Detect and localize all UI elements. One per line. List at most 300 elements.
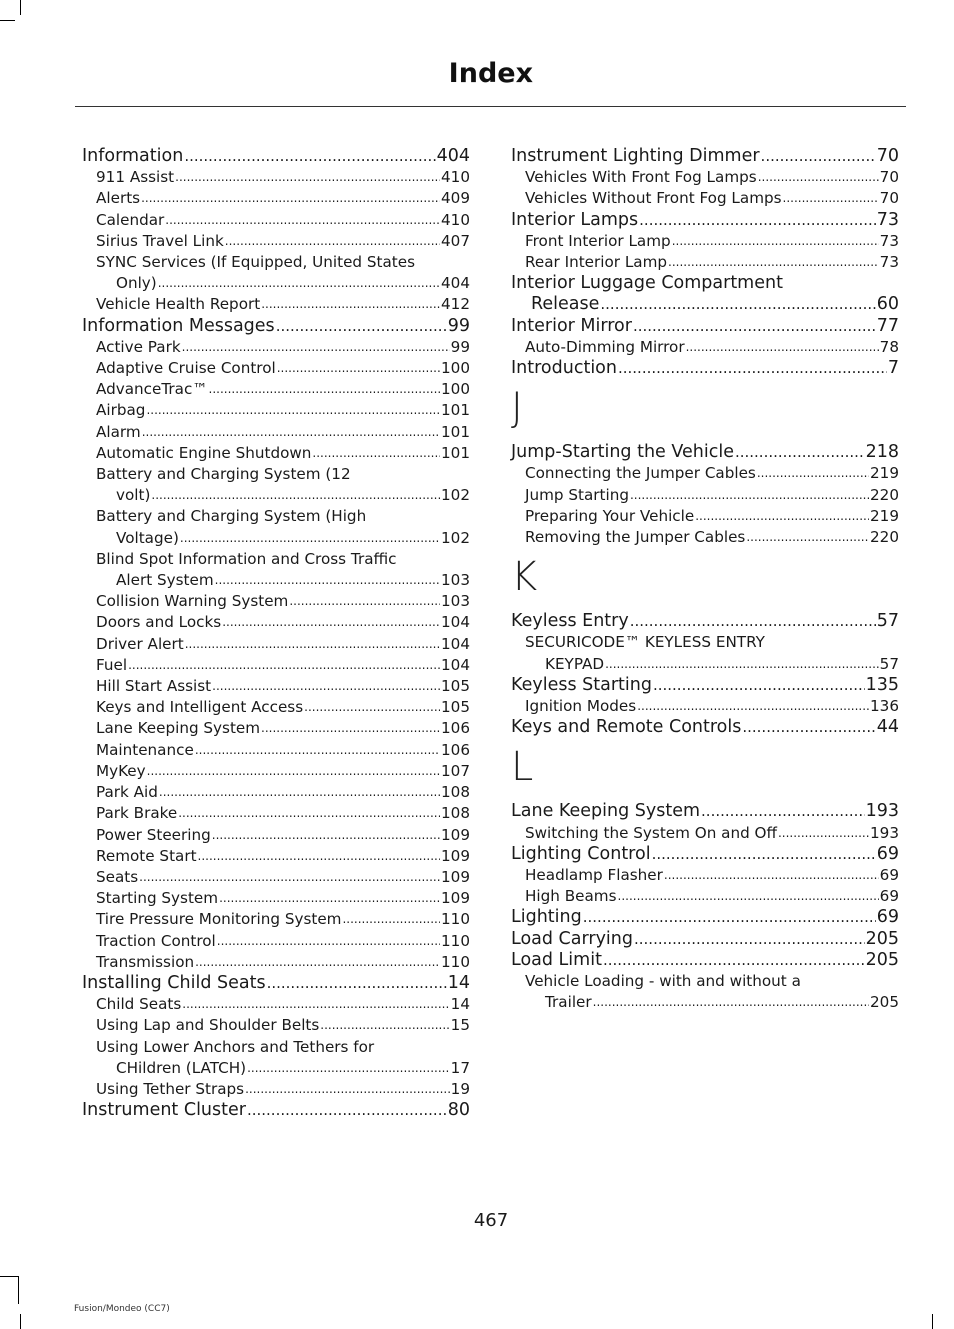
- entry-label: Calendar: [96, 210, 165, 229]
- entry-label: Driver Alert: [96, 634, 184, 653]
- index-entry[interactable]: [82, 1100, 470, 1121]
- entry-page-number: 14: [450, 995, 470, 1014]
- entry-label: Tire Pressure Monitoring System: [96, 910, 342, 929]
- entry-label: Child Seats: [96, 995, 182, 1014]
- dot-leader: [247, 1058, 450, 1079]
- dot-leader: [212, 825, 440, 846]
- dot-leader: [633, 316, 876, 337]
- entry-label: Airbag: [96, 401, 146, 420]
- entry-page-number: 106: [441, 719, 470, 738]
- dot-leader: [195, 952, 440, 973]
- entry-label: Voltage): [116, 528, 179, 547]
- entry-label: Hill Start Assist: [96, 677, 212, 696]
- entry-page-number: 101: [441, 443, 470, 462]
- entry-label-first-line: Interior Luggage Compartment: [511, 273, 783, 294]
- dot-leader: [593, 992, 869, 1013]
- entry-label: High Beams: [525, 887, 617, 906]
- entry-label: Lane Keeping System: [96, 719, 261, 738]
- entry-label: Information Messages: [82, 315, 275, 336]
- entry-page-number: 108: [441, 783, 470, 802]
- index-subentry[interactable]: [82, 612, 470, 633]
- entry-page-number: 407: [441, 231, 470, 250]
- entry-label: Seats: [96, 867, 139, 886]
- index-subentry[interactable]: [82, 379, 470, 400]
- entry-page-number: 107: [441, 761, 470, 780]
- index-subentry[interactable]: [82, 294, 470, 315]
- entry-page-number: 220: [870, 528, 899, 547]
- index-subentry[interactable]: [511, 485, 899, 506]
- dot-leader: [215, 570, 440, 591]
- dot-leader: [761, 146, 876, 167]
- entry-label: KEYPAD: [545, 654, 605, 673]
- entry-label: Maintenance: [96, 740, 194, 759]
- entry-page-number: 109: [441, 867, 470, 886]
- index-entry[interactable]: [82, 973, 470, 994]
- dot-leader: [146, 400, 440, 421]
- entry-page-number: 110: [441, 910, 470, 929]
- entry-page-number: 100: [441, 380, 470, 399]
- index-entry[interactable]: [511, 273, 899, 315]
- index-subentry[interactable]: [82, 782, 470, 803]
- index-subentry[interactable]: [82, 676, 470, 697]
- dot-leader: [159, 782, 440, 803]
- dot-leader: [600, 294, 875, 315]
- index-subentry[interactable]: [82, 167, 470, 188]
- dot-leader: [182, 337, 450, 358]
- index-entry[interactable]: [511, 442, 899, 463]
- dot-leader: [247, 1100, 447, 1121]
- dot-leader: [222, 612, 440, 633]
- entry-page-number: 103: [441, 592, 470, 611]
- dot-leader: [276, 316, 447, 337]
- dot-leader: [245, 1079, 450, 1100]
- entry-label: MyKey: [96, 761, 146, 780]
- dot-leader: [778, 823, 869, 844]
- entry-label: CHildren (LATCH): [116, 1058, 247, 1077]
- entry-label: Trailer: [545, 993, 592, 1012]
- entry-page-number: 69: [879, 866, 899, 885]
- entry-label: Park Aid: [96, 783, 158, 802]
- index-subentry[interactable]: [511, 463, 899, 484]
- index-subentry[interactable]: [82, 888, 470, 909]
- entry-label: Using Tether Straps: [96, 1079, 245, 1098]
- index-subentry[interactable]: [511, 527, 899, 548]
- crop-mark: [18, 1276, 19, 1304]
- entry-page-number: 15: [450, 1016, 470, 1035]
- dot-leader: [630, 485, 869, 506]
- dot-leader: [225, 231, 440, 252]
- entry-label: Vehicles Without Front Fog Lamps: [525, 189, 782, 208]
- index-entry[interactable]: [511, 611, 899, 632]
- index-subentry[interactable]: [511, 632, 899, 674]
- entry-label: Instrument Lighting Dimmer: [511, 146, 760, 166]
- index-subentry[interactable]: [511, 865, 899, 886]
- index-subentry[interactable]: [82, 634, 470, 655]
- entry-label: Keys and Remote Controls: [511, 717, 742, 738]
- index-subentry[interactable]: [82, 231, 470, 252]
- entry-label-first-line: SECURICODE™ KEYLESS ENTRY: [525, 633, 765, 652]
- index-subentry[interactable]: [82, 655, 470, 676]
- index-subentry[interactable]: [82, 188, 470, 209]
- dot-leader: [261, 718, 440, 739]
- entry-page-number: 135: [865, 674, 899, 695]
- dot-leader: [185, 634, 440, 655]
- entry-page-number: 104: [441, 655, 470, 674]
- dot-leader: [652, 844, 876, 865]
- footer-model: Fusion/Mondeo (CC7): [74, 1304, 170, 1314]
- index-subentry[interactable]: [511, 188, 899, 209]
- entry-page-number: 44: [876, 717, 899, 738]
- dot-leader: [158, 273, 440, 294]
- entry-label: Remote Start: [96, 846, 197, 865]
- index-subentry[interactable]: [82, 337, 470, 358]
- entry-page-number: 218: [865, 442, 899, 463]
- entry-label: Removing the Jumper Cables: [525, 528, 746, 547]
- entry-label: Adaptive Cruise Control: [96, 359, 276, 378]
- entry-label-first-line: SYNC Services (If Equipped, United States: [96, 253, 416, 272]
- entry-page-number: 70: [876, 146, 899, 166]
- entry-label: Interior Mirror: [511, 315, 632, 336]
- index-subentry[interactable]: [82, 909, 470, 930]
- index-entry[interactable]: [511, 907, 899, 928]
- entry-page-number: 60: [876, 294, 899, 315]
- entry-label: Active Park: [96, 337, 181, 356]
- entry-label: Traction Control: [96, 931, 216, 950]
- index-entry[interactable]: [511, 801, 899, 822]
- entry-page-number: 14: [447, 972, 470, 993]
- dot-leader: [219, 888, 440, 909]
- index-entry[interactable]: [82, 316, 470, 337]
- entry-page-number: 109: [441, 825, 470, 844]
- entry-page-number: 101: [441, 422, 470, 441]
- entry-label-first-line: Using Lower Anchors and Tethers for: [96, 1037, 375, 1056]
- dot-leader: [304, 697, 440, 718]
- index-subentry[interactable]: [511, 167, 899, 188]
- entry-label: Information: [82, 146, 184, 166]
- entry-page-number: 19: [450, 1079, 470, 1098]
- entry-page-number: 410: [441, 168, 470, 187]
- dot-leader: [184, 146, 435, 167]
- dot-leader: [178, 803, 440, 824]
- entry-label-first-line: Battery and Charging System (12: [96, 465, 351, 484]
- entry-page-number: 100: [441, 359, 470, 378]
- entry-page-number: 193: [865, 801, 899, 822]
- index-entry[interactable]: [511, 675, 899, 696]
- entry-label: Jump Starting: [525, 485, 629, 504]
- index-subentry[interactable]: [82, 931, 470, 952]
- entry-page-number: 77: [876, 315, 899, 336]
- entry-page-number: 220: [870, 485, 899, 504]
- entry-label: Lighting Control: [511, 843, 651, 864]
- entry-label: Starting System: [96, 889, 219, 908]
- entry-label: Installing Child Seats: [82, 972, 266, 993]
- dot-leader: [209, 379, 440, 400]
- index-entry[interactable]: [511, 146, 899, 167]
- index-subentry[interactable]: [82, 422, 470, 443]
- index-entry[interactable]: [511, 950, 899, 971]
- dot-leader: [618, 886, 879, 907]
- entry-page-number: 404: [441, 274, 470, 293]
- dot-leader: [664, 865, 879, 886]
- entry-page-number: 219: [870, 506, 899, 525]
- crop-mark: [20, 0, 21, 15]
- dot-leader: [165, 210, 440, 231]
- index-subentry[interactable]: [82, 994, 470, 1015]
- entry-label: Doors and Locks: [96, 613, 222, 632]
- entry-page-number: 78: [879, 337, 899, 356]
- index-subentry[interactable]: [511, 696, 899, 717]
- index-section-letter: L: [511, 744, 534, 791]
- index-subentry[interactable]: [82, 549, 470, 591]
- index-subentry[interactable]: [82, 697, 470, 718]
- entry-label: Load Limit: [511, 949, 602, 970]
- dot-leader: [182, 994, 449, 1015]
- dot-leader: [634, 929, 865, 950]
- entry-page-number: 409: [441, 189, 470, 208]
- title-rule: [75, 106, 906, 107]
- entry-page-number: 205: [865, 949, 899, 970]
- index-subentry[interactable]: [511, 506, 899, 527]
- dot-leader: [583, 907, 876, 928]
- entry-page-number: 105: [441, 677, 470, 696]
- entry-page-number: 73: [879, 253, 899, 272]
- dot-leader: [639, 210, 876, 231]
- index-subentry[interactable]: [82, 1037, 470, 1079]
- entry-page-number: 136: [870, 697, 899, 716]
- entry-page-number: 108: [441, 804, 470, 823]
- entry-label: Alerts: [96, 189, 141, 208]
- dot-leader: [653, 675, 865, 696]
- entry-label: Park Brake: [96, 804, 178, 823]
- dot-leader: [217, 931, 440, 952]
- entry-label: Alarm: [96, 422, 141, 441]
- entry-label: Lane Keeping System: [511, 801, 701, 822]
- index-subentry[interactable]: [82, 252, 470, 294]
- entry-label: Alert System: [116, 571, 214, 590]
- entry-page-number: 104: [441, 613, 470, 632]
- dot-leader: [605, 654, 879, 675]
- entry-label: Automatic Engine Shutdown: [96, 443, 312, 462]
- entry-page-number: 109: [441, 846, 470, 865]
- dot-leader: [758, 167, 879, 188]
- index-subentry[interactable]: [82, 718, 470, 739]
- index-subentry[interactable]: [511, 337, 899, 358]
- index-subentry[interactable]: [82, 358, 470, 379]
- entry-page-number: 102: [441, 528, 470, 547]
- entry-page-number: 193: [870, 823, 899, 842]
- index-entry[interactable]: [511, 929, 899, 950]
- dot-leader: [695, 506, 869, 527]
- dot-leader: [735, 442, 865, 463]
- entry-page-number: 69: [876, 907, 899, 928]
- entry-label: Only): [116, 274, 157, 293]
- entry-page-number: 57: [879, 654, 899, 673]
- entry-label-first-line: Vehicle Loading - with and without a: [525, 972, 801, 991]
- entry-label-first-line: Battery and Charging System (High: [96, 507, 367, 526]
- dot-leader: [289, 591, 440, 612]
- dot-leader: [342, 909, 440, 930]
- entry-label: Ignition Modes: [525, 697, 637, 716]
- entry-label: Keys and Intelligent Access: [96, 698, 304, 717]
- index-subentry[interactable]: [82, 740, 470, 761]
- entry-label: Power Steering: [96, 825, 211, 844]
- index-column-left: [82, 146, 470, 1121]
- crop-mark: [932, 1314, 933, 1329]
- index-entry[interactable]: [511, 717, 899, 738]
- entry-page-number: 102: [441, 486, 470, 505]
- dot-leader: [212, 676, 440, 697]
- dot-leader: [618, 358, 887, 379]
- entry-page-number: 80: [447, 1100, 470, 1121]
- index-subentry[interactable]: [82, 952, 470, 973]
- index-subentry[interactable]: [82, 846, 470, 867]
- index-section-letter: K: [511, 554, 538, 601]
- index-subentry[interactable]: [82, 210, 470, 231]
- entry-page-number: 412: [441, 295, 470, 314]
- dot-leader: [668, 252, 879, 273]
- entry-label: Keyless Entry: [511, 611, 629, 632]
- entry-page-number: 99: [450, 337, 470, 356]
- entry-page-number: 219: [870, 464, 899, 483]
- index-subentry[interactable]: [82, 1015, 470, 1036]
- dot-leader: [701, 801, 865, 822]
- entry-page-number: 101: [441, 401, 470, 420]
- entry-page-number: 205: [870, 993, 899, 1012]
- entry-label: Collision Warning System: [96, 592, 289, 611]
- index-entry[interactable]: [511, 844, 899, 865]
- dot-leader: [742, 717, 875, 738]
- dot-leader: [261, 294, 440, 315]
- entry-label: Lighting: [511, 907, 582, 928]
- entry-page-number: 404: [436, 146, 470, 166]
- entry-page-number: 70: [879, 189, 899, 208]
- crop-mark: [0, 1276, 18, 1277]
- dot-leader: [180, 528, 440, 549]
- index-subentry[interactable]: [511, 971, 899, 1013]
- entry-page-number: 103: [441, 571, 470, 590]
- entry-page-number: 110: [441, 952, 470, 971]
- entry-page-number: 69: [876, 843, 899, 864]
- entry-page-number: 73: [876, 209, 899, 230]
- index-subentry[interactable]: [82, 867, 470, 888]
- index-subentry[interactable]: [82, 803, 470, 824]
- dot-leader: [757, 463, 869, 484]
- dot-leader: [320, 1015, 449, 1036]
- index-subentry[interactable]: [511, 823, 899, 844]
- entry-label: Fuel: [96, 655, 128, 674]
- page-number: 467: [473, 1210, 509, 1231]
- index-subentry[interactable]: [82, 400, 470, 421]
- entry-page-number: 105: [441, 698, 470, 717]
- entry-label: Auto-Dimming Mirror: [525, 337, 685, 356]
- crop-mark: [0, 20, 15, 21]
- index-subentry[interactable]: [82, 1079, 470, 1100]
- entry-page-number: 57: [876, 611, 899, 632]
- crop-mark: [20, 1314, 21, 1329]
- entry-label: Introduction: [511, 358, 617, 379]
- dot-leader: [151, 485, 440, 506]
- entry-label: Vehicle Health Report: [96, 295, 261, 314]
- entry-page-number: 110: [441, 931, 470, 950]
- entry-label: Front Interior Lamp: [525, 231, 671, 250]
- dot-leader: [312, 443, 440, 464]
- entry-label-first-line: Blind Spot Information and Cross Traffic: [96, 549, 397, 568]
- entry-label: Rear Interior Lamp: [525, 253, 668, 272]
- dot-leader: [746, 527, 869, 548]
- dot-leader: [139, 867, 440, 888]
- index-subentry[interactable]: [82, 591, 470, 612]
- entry-label: Sirius Travel Link: [96, 231, 224, 250]
- index-entry[interactable]: [82, 146, 470, 167]
- entry-page-number: 17: [450, 1058, 470, 1077]
- entry-label: Preparing Your Vehicle: [525, 506, 695, 525]
- index-subentry[interactable]: [82, 825, 470, 846]
- index-subentry[interactable]: [82, 506, 470, 548]
- entry-page-number: 109: [441, 889, 470, 908]
- entry-label: Instrument Cluster: [82, 1100, 246, 1121]
- entry-page-number: 99: [447, 315, 470, 336]
- entry-label: 911 Assist: [96, 168, 175, 187]
- index-subentry[interactable]: [511, 252, 899, 273]
- entry-label: Connecting the Jumper Cables: [525, 464, 756, 483]
- entry-label: Release: [531, 294, 600, 315]
- dot-leader: [147, 761, 440, 782]
- index-subentry[interactable]: [511, 231, 899, 252]
- entry-page-number: 69: [879, 887, 899, 906]
- entry-label: Keyless Starting: [511, 674, 652, 695]
- dot-leader: [195, 740, 440, 761]
- page-title: Index: [448, 58, 533, 89]
- entry-label: volt): [116, 486, 151, 505]
- entry-page-number: 104: [441, 634, 470, 653]
- entry-page-number: 410: [441, 210, 470, 229]
- index-entry[interactable]: [511, 358, 899, 379]
- entry-label: AdvanceTrac™: [96, 380, 208, 399]
- entry-page-number: 205: [865, 928, 899, 949]
- entry-label: Interior Lamps: [511, 209, 639, 230]
- entry-page-number: 73: [879, 231, 899, 250]
- entry-label: Using Lap and Shoulder Belts: [96, 1016, 320, 1035]
- dot-leader: [672, 231, 879, 252]
- entry-page-number: 7: [887, 358, 899, 379]
- index-subentry[interactable]: [82, 761, 470, 782]
- index-subentry[interactable]: [82, 464, 470, 506]
- dot-leader: [603, 950, 865, 971]
- dot-leader: [637, 696, 869, 717]
- dot-leader: [128, 655, 440, 676]
- index-entry[interactable]: [511, 316, 899, 337]
- entry-label: Vehicles With Front Fog Lamps: [525, 168, 757, 187]
- index-entry[interactable]: [511, 210, 899, 231]
- entry-page-number: 106: [441, 740, 470, 759]
- entry-label: Jump-Starting the Vehicle: [511, 442, 734, 463]
- dot-leader: [141, 188, 440, 209]
- dot-leader: [198, 846, 440, 867]
- dot-leader: [267, 973, 447, 994]
- index-column-right: [511, 146, 899, 1014]
- dot-leader: [783, 188, 879, 209]
- dot-leader: [142, 422, 440, 443]
- entry-label: Switching the System On and Off: [525, 823, 777, 842]
- dot-leader: [630, 611, 876, 632]
- entry-label: Load Carrying: [511, 928, 633, 949]
- dot-leader: [686, 337, 879, 358]
- index-section-letter: J: [511, 385, 523, 432]
- index-subentry[interactable]: [82, 443, 470, 464]
- dot-leader: [175, 167, 440, 188]
- entry-label: Transmission: [96, 952, 195, 971]
- index-subentry[interactable]: [511, 886, 899, 907]
